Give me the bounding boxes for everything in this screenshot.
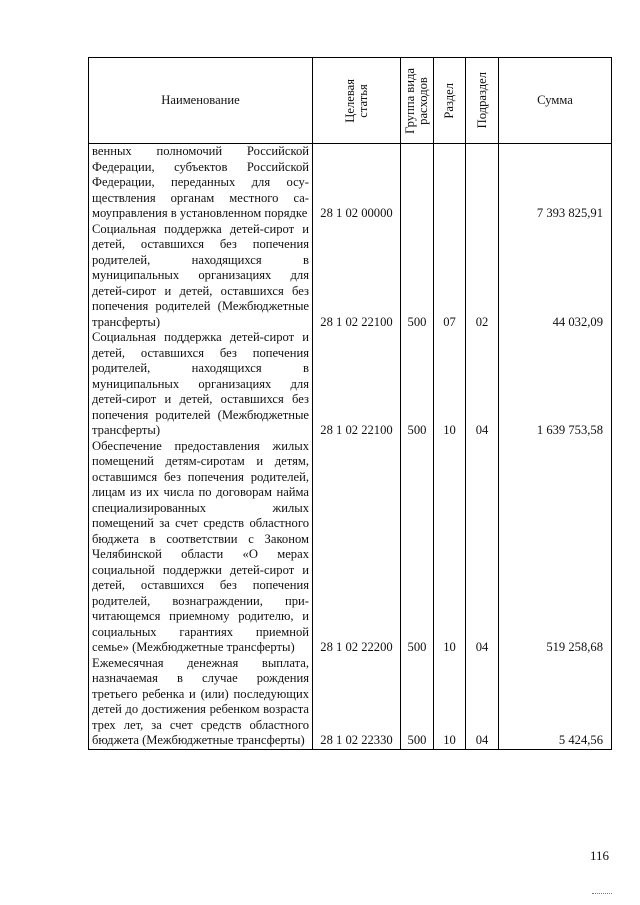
row-section: 10 [434, 439, 466, 656]
row-name: венных полномочий Российской Федерации, субъектов Российской Федерации, переданных для осуществления органам местного самоуправления в установленном порядке [89, 144, 313, 222]
row-name: Социальная поддержка детей-сирот и детей, оставшихся без попечения родителей, находящихся в муниципальных организациях для детей-сирот и детей, оставшихся без попечения родителей (Межбюджетные трансферты) [89, 330, 313, 439]
budget-table [88, 57, 612, 750]
header-name: Наименование [89, 58, 313, 144]
row-section: 10 [434, 656, 466, 750]
row-sum: 1 639 753,58 [499, 330, 612, 439]
row-sum: 5 424,56 [499, 656, 612, 750]
row-subsection [466, 144, 499, 222]
header-subsection: Подраздел [466, 58, 499, 144]
row-target-article: 28 1 02 22100 [313, 330, 401, 439]
header-target-article: Целевая статья [313, 58, 401, 144]
row-section: 07 [434, 222, 466, 331]
row-subsection: 04 [466, 656, 499, 750]
row-sum: 44 032,09 [499, 222, 612, 331]
row-sum: 519 258,68 [499, 439, 612, 656]
table-row [89, 144, 612, 222]
row-target-article: 28 1 02 00000 [313, 144, 401, 222]
row-expense-group: 500 [401, 330, 434, 439]
row-section [434, 144, 466, 222]
table-row [89, 656, 612, 750]
header-sum: Сумма [499, 58, 612, 144]
row-sum: 7 393 825,91 [499, 144, 612, 222]
row-section: 10 [434, 330, 466, 439]
row-name: Социальная поддержка детей-сирот и детей, оставшихся без попечения родителей, находящихся в муниципальных организациях для детей-сирот и детей, оставшихся без попечения родителей (Межбюджетные трансферты) [89, 222, 313, 331]
scan-artifact-line [592, 893, 612, 895]
row-subsection: 04 [466, 330, 499, 439]
row-name: Обеспечение предоставления жилых помещений детям-сиротам и детям, оставшимся без попечения родителей, лицам из их числа по договорам найма специализированных жилых помещений за счет средств областного бюджета в соответствии с Законом Челябинской области «О мерах социальной поддержки детей-сирот и детей, оставшихся без попечения родителей, вознаграждении, причитающемся приемному родителю, и социальных гарантиях приемной семье» (Межбюджетные трансферты) [89, 439, 313, 656]
row-target-article: 28 1 02 22330 [313, 656, 401, 750]
header-expense-group: Группа вида расходов [401, 58, 434, 144]
row-expense-group: 500 [401, 439, 434, 656]
row-expense-group: 500 [401, 222, 434, 331]
row-subsection: 02 [466, 222, 499, 331]
row-expense-group [401, 144, 434, 222]
header-section: Раздел [434, 58, 466, 144]
table-row [89, 439, 612, 656]
row-target-article: 28 1 02 22200 [313, 439, 401, 656]
table-row [89, 222, 612, 331]
row-name: Ежемесячная денежная выплата, назначаемая в случае рождения третьего ребенка и (или) последующих детей до достижения ребенком возраста трех лет, за счет средств областного бюджета (Межбюджетные трансферты) [89, 656, 313, 750]
row-subsection: 04 [466, 439, 499, 656]
table-row [89, 330, 612, 439]
row-expense-group: 500 [401, 656, 434, 750]
header-row [89, 58, 612, 144]
page-number: 116 [590, 848, 610, 863]
row-target-article: 28 1 02 22100 [313, 222, 401, 331]
